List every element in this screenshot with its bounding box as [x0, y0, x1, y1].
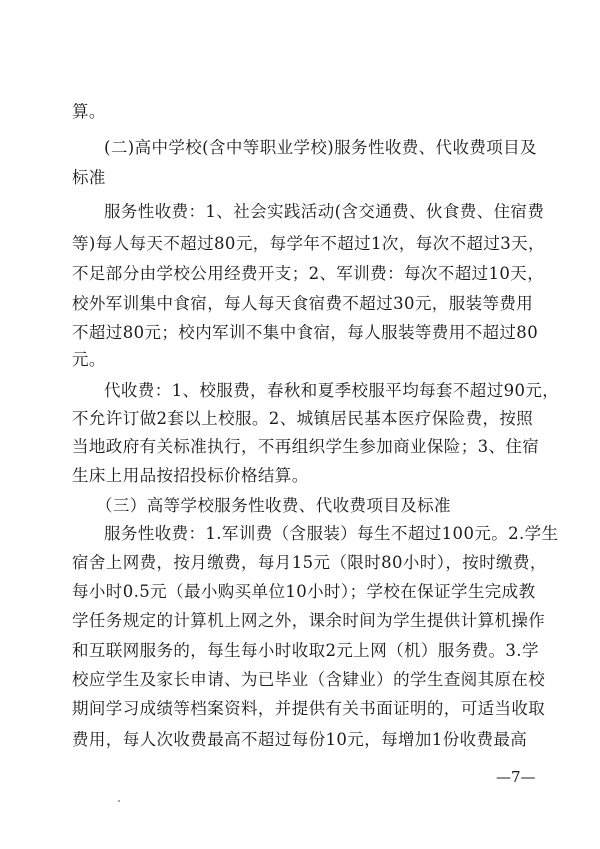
text-line: 期间学习成绩等档案资料，并提供有关书面证明的，可适当收取 — [72, 699, 546, 718]
text-line: 校应学生及家长申请、为已毕业（含肄业）的学生查阅其原在校 — [72, 670, 546, 689]
section-heading-higher-education: （三）高等学校服务性收费、代收费项目及标准 — [96, 496, 451, 515]
text-line: 等)每人每天不超过80元，每学年不超过1次，每次不超过3天， — [72, 234, 545, 253]
text-line: 服务性收费：1.军训费（含服装）每生不超过100元。2.学生 — [104, 524, 559, 543]
text-line: 服务性收费：1、社会实践活动(含交通费、伙食费、住宿费 — [104, 202, 545, 221]
text-line: 生床上用品按招投标价格结算。 — [72, 466, 309, 485]
text-line: 元。 — [72, 350, 106, 369]
scan-speck — [118, 800, 120, 802]
text-line: 当地政府有关标准执行，不再组织学生参加商业保险；3、住宿 — [72, 437, 540, 456]
section-heading-high-school: (二)高中学校(含中等职业学校)服务性收费、代收费项目及 — [104, 138, 537, 157]
text-line: 不允许订做2套以上校服。2、城镇居民基本医疗保险费，按照 — [72, 409, 534, 428]
text-line: 每小时0.5元（最小购买单位10小时）；学校在保证学生完成教 — [72, 582, 536, 601]
text-line: 费用，每人次收费最高不超过每份10元，每增加1份收费最高 — [72, 730, 528, 749]
text-line: 标准 — [72, 168, 106, 187]
text-line: 学任务规定的计算机上网之外，课余时间为学生提供计算机操作 — [72, 611, 546, 630]
text-line: 算。 — [72, 102, 106, 121]
text-line: 校外军训集中食宿，每人每天食宿费不超过30元，服装等费用 — [72, 294, 534, 313]
page-number: —7— — [496, 768, 536, 786]
text-line: 和互联网服务的，每生每小时收取2元上网（机）服务费。3.学 — [72, 641, 539, 660]
text-line: 不超过80元；校内军训不集中食宿，每人服装等费用不超过80 — [72, 323, 539, 342]
text-line: 不足部分由学校公用经费开支；2、军训费：每次不超过10天， — [72, 264, 545, 283]
text-line: 代收费：1、校服费，春秋和夏季校服平均每套不超过90元， — [104, 381, 560, 400]
text-line: 宿舍上网费，按月缴费，每月15元（限时80小时），按时缴费， — [72, 553, 547, 572]
